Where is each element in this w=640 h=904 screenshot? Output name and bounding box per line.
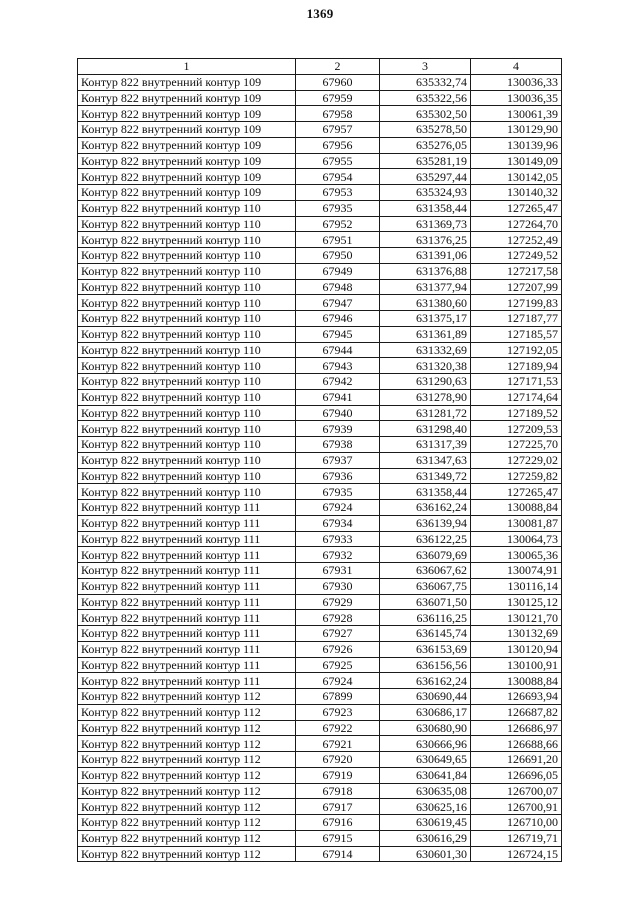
point-number-cell: 67925 xyxy=(296,657,380,673)
table-row xyxy=(78,515,562,531)
x-coordinate-cell: 630635,08 xyxy=(380,783,471,799)
y-coordinate-cell: 127265,47 xyxy=(471,200,562,216)
contour-name-cell: Контур 822 внутренний контур 110 xyxy=(78,421,296,437)
point-number-cell: 67922 xyxy=(296,720,380,736)
point-number-cell: 67934 xyxy=(296,515,380,531)
x-coordinate-cell: 631358,44 xyxy=(380,200,471,216)
x-coordinate-cell: 631377,94 xyxy=(380,279,471,295)
contour-name-cell: Контур 822 внутренний контур 112 xyxy=(78,689,296,705)
x-coordinate-cell: 630616,29 xyxy=(380,830,471,846)
table-row xyxy=(78,500,562,516)
x-coordinate-cell: 630641,84 xyxy=(380,767,471,783)
y-coordinate-cell: 126724,15 xyxy=(471,846,562,862)
column-header-1: 1 xyxy=(78,59,296,75)
y-coordinate-cell: 126688,66 xyxy=(471,736,562,752)
point-number-cell: 67932 xyxy=(296,547,380,563)
y-coordinate-cell: 126710,00 xyxy=(471,815,562,831)
contour-name-cell: Контур 822 внутренний контур 112 xyxy=(78,704,296,720)
contour-name-cell: Контур 822 внутренний контур 111 xyxy=(78,515,296,531)
y-coordinate-cell: 127259,82 xyxy=(471,468,562,484)
contour-name-cell: Контур 822 внутренний контур 110 xyxy=(78,468,296,484)
table-row xyxy=(78,531,562,547)
x-coordinate-cell: 636156,56 xyxy=(380,657,471,673)
y-coordinate-cell: 127209,53 xyxy=(471,421,562,437)
point-number-cell: 67923 xyxy=(296,704,380,720)
point-number-cell: 67919 xyxy=(296,767,380,783)
table-row xyxy=(78,468,562,484)
contour-name-cell: Контур 822 внутренний контур 112 xyxy=(78,720,296,736)
contour-name-cell: Контур 822 внутренний контур 112 xyxy=(78,815,296,831)
x-coordinate-cell: 630625,16 xyxy=(380,799,471,815)
point-number-cell: 67940 xyxy=(296,405,380,421)
point-number-cell: 67917 xyxy=(296,799,380,815)
table-header-row xyxy=(78,59,562,75)
table-row xyxy=(78,421,562,437)
point-number-cell: 67941 xyxy=(296,389,380,405)
table-row xyxy=(78,846,562,862)
x-coordinate-cell: 636071,50 xyxy=(380,594,471,610)
point-number-cell: 67960 xyxy=(296,74,380,90)
contour-name-cell: Контур 822 внутренний контур 110 xyxy=(78,295,296,311)
y-coordinate-cell: 127229,02 xyxy=(471,452,562,468)
x-coordinate-cell: 635322,56 xyxy=(380,90,471,106)
x-coordinate-cell: 636067,62 xyxy=(380,563,471,579)
y-coordinate-cell: 130061,39 xyxy=(471,106,562,122)
point-number-cell: 67942 xyxy=(296,374,380,390)
y-coordinate-cell: 127249,52 xyxy=(471,248,562,264)
x-coordinate-cell: 636145,74 xyxy=(380,626,471,642)
table-row xyxy=(78,641,562,657)
y-coordinate-cell: 127192,05 xyxy=(471,342,562,358)
point-number-cell: 67916 xyxy=(296,815,380,831)
contour-name-cell: Контур 822 внутренний контур 110 xyxy=(78,452,296,468)
table-row xyxy=(78,200,562,216)
table-row xyxy=(78,673,562,689)
point-number-cell: 67939 xyxy=(296,421,380,437)
point-number-cell: 67936 xyxy=(296,468,380,484)
table-row xyxy=(78,626,562,642)
page-number: 1369 xyxy=(306,6,334,21)
contour-name-cell: Контур 822 внутренний контур 111 xyxy=(78,578,296,594)
x-coordinate-cell: 636067,75 xyxy=(380,578,471,594)
point-number-cell: 67924 xyxy=(296,673,380,689)
contour-name-cell: Контур 822 внутренний контур 110 xyxy=(78,216,296,232)
x-coordinate-cell: 636162,24 xyxy=(380,673,471,689)
x-coordinate-cell: 631380,60 xyxy=(380,295,471,311)
table-row xyxy=(78,74,562,90)
y-coordinate-cell: 130074,91 xyxy=(471,563,562,579)
y-coordinate-cell: 127174,64 xyxy=(471,389,562,405)
y-coordinate-cell: 130139,96 xyxy=(471,137,562,153)
contour-name-cell: Контур 822 внутренний контур 110 xyxy=(78,200,296,216)
table-row xyxy=(78,752,562,768)
point-number-cell: 67951 xyxy=(296,232,380,248)
table-row xyxy=(78,704,562,720)
point-number-cell: 67945 xyxy=(296,326,380,342)
point-number-cell: 67915 xyxy=(296,830,380,846)
table-row xyxy=(78,815,562,831)
contour-name-cell: Контур 822 внутренний контур 110 xyxy=(78,232,296,248)
point-number-cell: 67959 xyxy=(296,90,380,106)
point-number-cell: 67930 xyxy=(296,578,380,594)
point-number-cell: 67955 xyxy=(296,153,380,169)
y-coordinate-cell: 130120,94 xyxy=(471,641,562,657)
point-number-cell: 67956 xyxy=(296,137,380,153)
x-coordinate-cell: 636153,69 xyxy=(380,641,471,657)
contour-name-cell: Контур 822 внутренний контур 109 xyxy=(78,153,296,169)
contour-name-cell: Контур 822 внутренний контур 111 xyxy=(78,531,296,547)
point-number-cell: 67899 xyxy=(296,689,380,705)
contour-name-cell: Контур 822 внутренний контур 109 xyxy=(78,169,296,185)
contour-name-cell: Контур 822 внутренний контур 110 xyxy=(78,263,296,279)
point-number-cell: 67921 xyxy=(296,736,380,752)
y-coordinate-cell: 127217,58 xyxy=(471,263,562,279)
point-number-cell: 67938 xyxy=(296,437,380,453)
contour-name-cell: Контур 822 внутренний контур 111 xyxy=(78,563,296,579)
y-coordinate-cell: 130132,69 xyxy=(471,626,562,642)
table-row xyxy=(78,657,562,673)
table-row xyxy=(78,279,562,295)
point-number-cell: 67947 xyxy=(296,295,380,311)
x-coordinate-cell: 636139,94 xyxy=(380,515,471,531)
x-coordinate-cell: 635302,50 xyxy=(380,106,471,122)
x-coordinate-cell: 630686,17 xyxy=(380,704,471,720)
column-header-3: 3 xyxy=(380,59,471,75)
table-row xyxy=(78,248,562,264)
column-header-4: 4 xyxy=(471,59,562,75)
point-number-cell: 67954 xyxy=(296,169,380,185)
contour-name-cell: Контур 822 внутренний контур 111 xyxy=(78,641,296,657)
point-number-cell: 67935 xyxy=(296,200,380,216)
table-row xyxy=(78,326,562,342)
contour-name-cell: Контур 822 внутренний контур 110 xyxy=(78,342,296,358)
x-coordinate-cell: 635297,44 xyxy=(380,169,471,185)
table-row xyxy=(78,578,562,594)
x-coordinate-cell: 631317,39 xyxy=(380,437,471,453)
y-coordinate-cell: 127171,53 xyxy=(471,374,562,390)
table-row xyxy=(78,153,562,169)
table-row xyxy=(78,689,562,705)
table-row xyxy=(78,767,562,783)
point-number-cell: 67944 xyxy=(296,342,380,358)
y-coordinate-cell: 130140,32 xyxy=(471,185,562,201)
x-coordinate-cell: 630601,30 xyxy=(380,846,471,862)
point-number-cell: 67948 xyxy=(296,279,380,295)
point-number-cell: 67927 xyxy=(296,626,380,642)
y-coordinate-cell: 127252,49 xyxy=(471,232,562,248)
y-coordinate-cell: 130088,84 xyxy=(471,500,562,516)
y-coordinate-cell: 126687,82 xyxy=(471,704,562,720)
x-coordinate-cell: 630690,44 xyxy=(380,689,471,705)
contour-name-cell: Контур 822 внутренний контур 112 xyxy=(78,830,296,846)
x-coordinate-cell: 631281,72 xyxy=(380,405,471,421)
contour-name-cell: Контур 822 внутренний контур 110 xyxy=(78,279,296,295)
contour-name-cell: Контур 822 внутренний контур 110 xyxy=(78,405,296,421)
contour-name-cell: Контур 822 внутренний контур 109 xyxy=(78,137,296,153)
table-row xyxy=(78,736,562,752)
table-row xyxy=(78,799,562,815)
table-body xyxy=(78,74,562,862)
contour-name-cell: Контур 822 внутренний контур 111 xyxy=(78,500,296,516)
table-row xyxy=(78,122,562,138)
point-number-cell: 67931 xyxy=(296,563,380,579)
table-row xyxy=(78,90,562,106)
point-number-cell: 67949 xyxy=(296,263,380,279)
point-number-cell: 67920 xyxy=(296,752,380,768)
point-number-cell: 67950 xyxy=(296,248,380,264)
table-row xyxy=(78,484,562,500)
x-coordinate-cell: 630649,65 xyxy=(380,752,471,768)
point-number-cell: 67914 xyxy=(296,846,380,862)
contour-name-cell: Контур 822 внутренний контур 109 xyxy=(78,90,296,106)
x-coordinate-cell: 635332,74 xyxy=(380,74,471,90)
y-coordinate-cell: 127189,94 xyxy=(471,358,562,374)
contour-name-cell: Контур 822 внутренний контур 109 xyxy=(78,106,296,122)
y-coordinate-cell: 130129,90 xyxy=(471,122,562,138)
x-coordinate-cell: 631320,38 xyxy=(380,358,471,374)
point-number-cell: 67952 xyxy=(296,216,380,232)
y-coordinate-cell: 130125,12 xyxy=(471,594,562,610)
table-row xyxy=(78,358,562,374)
point-number-cell: 67928 xyxy=(296,610,380,626)
y-coordinate-cell: 126719,71 xyxy=(471,830,562,846)
table-row xyxy=(78,830,562,846)
table-row xyxy=(78,563,562,579)
table-row xyxy=(78,720,562,736)
point-number-cell: 67958 xyxy=(296,106,380,122)
y-coordinate-cell: 130142,05 xyxy=(471,169,562,185)
table-row xyxy=(78,263,562,279)
x-coordinate-cell: 630666,96 xyxy=(380,736,471,752)
contour-name-cell: Контур 822 внутренний контур 112 xyxy=(78,752,296,768)
x-coordinate-cell: 636122,25 xyxy=(380,531,471,547)
point-number-cell: 67943 xyxy=(296,358,380,374)
x-coordinate-cell: 636162,24 xyxy=(380,500,471,516)
table-row xyxy=(78,405,562,421)
y-coordinate-cell: 130149,09 xyxy=(471,153,562,169)
y-coordinate-cell: 130088,84 xyxy=(471,673,562,689)
contour-name-cell: Контур 822 внутренний контур 109 xyxy=(78,122,296,138)
contour-name-cell: Контур 822 внутренний контур 110 xyxy=(78,389,296,405)
table-row xyxy=(78,106,562,122)
x-coordinate-cell: 630619,45 xyxy=(380,815,471,831)
y-coordinate-cell: 126691,20 xyxy=(471,752,562,768)
y-coordinate-cell: 127264,70 xyxy=(471,216,562,232)
y-coordinate-cell: 127265,47 xyxy=(471,484,562,500)
table-row xyxy=(78,452,562,468)
table-row xyxy=(78,437,562,453)
y-coordinate-cell: 127189,52 xyxy=(471,405,562,421)
x-coordinate-cell: 631332,69 xyxy=(380,342,471,358)
x-coordinate-cell: 631290,63 xyxy=(380,374,471,390)
y-coordinate-cell: 127199,83 xyxy=(471,295,562,311)
table-row xyxy=(78,216,562,232)
contour-name-cell: Контур 822 внутренний контур 111 xyxy=(78,657,296,673)
x-coordinate-cell: 631361,89 xyxy=(380,326,471,342)
y-coordinate-cell: 126700,07 xyxy=(471,783,562,799)
y-coordinate-cell: 126693,94 xyxy=(471,689,562,705)
point-number-cell: 67953 xyxy=(296,185,380,201)
x-coordinate-cell: 631376,88 xyxy=(380,263,471,279)
table-row xyxy=(78,342,562,358)
point-number-cell: 67929 xyxy=(296,594,380,610)
x-coordinate-cell: 631358,44 xyxy=(380,484,471,500)
contour-name-cell: Контур 822 внутренний контур 111 xyxy=(78,547,296,563)
table-row xyxy=(78,389,562,405)
table-row xyxy=(78,169,562,185)
contour-name-cell: Контур 822 внутренний контур 109 xyxy=(78,74,296,90)
contour-name-cell: Контур 822 внутренний контур 112 xyxy=(78,767,296,783)
contour-name-cell: Контур 822 внутренний контур 110 xyxy=(78,437,296,453)
x-coordinate-cell: 631298,40 xyxy=(380,421,471,437)
y-coordinate-cell: 130064,73 xyxy=(471,531,562,547)
point-number-cell: 67957 xyxy=(296,122,380,138)
contour-name-cell: Контур 822 внутренний контур 112 xyxy=(78,736,296,752)
x-coordinate-cell: 631347,63 xyxy=(380,452,471,468)
x-coordinate-cell: 631278,90 xyxy=(380,389,471,405)
y-coordinate-cell: 126700,91 xyxy=(471,799,562,815)
x-coordinate-cell: 631376,25 xyxy=(380,232,471,248)
table-row xyxy=(78,232,562,248)
table-row xyxy=(78,783,562,799)
x-coordinate-cell: 631349,72 xyxy=(380,468,471,484)
contour-name-cell: Контур 822 внутренний контур 110 xyxy=(78,358,296,374)
y-coordinate-cell: 130100,91 xyxy=(471,657,562,673)
y-coordinate-cell: 130081,87 xyxy=(471,515,562,531)
y-coordinate-cell: 130065,36 xyxy=(471,547,562,563)
contour-name-cell: Контур 822 внутренний контур 109 xyxy=(78,185,296,201)
table-row xyxy=(78,610,562,626)
contour-name-cell: Контур 822 внутренний контур 112 xyxy=(78,799,296,815)
contour-name-cell: Контур 822 внутренний контур 112 xyxy=(78,783,296,799)
point-number-cell: 67926 xyxy=(296,641,380,657)
contour-name-cell: Контур 822 внутренний контур 110 xyxy=(78,484,296,500)
x-coordinate-cell: 635278,50 xyxy=(380,122,471,138)
x-coordinate-cell: 635281,19 xyxy=(380,153,471,169)
x-coordinate-cell: 630680,90 xyxy=(380,720,471,736)
table-row xyxy=(78,547,562,563)
table-row xyxy=(78,185,562,201)
table-row xyxy=(78,594,562,610)
contour-name-cell: Контур 822 внутренний контур 110 xyxy=(78,326,296,342)
x-coordinate-cell: 631375,17 xyxy=(380,311,471,327)
point-number-cell: 67937 xyxy=(296,452,380,468)
y-coordinate-cell: 126686,97 xyxy=(471,720,562,736)
column-header-2: 2 xyxy=(296,59,380,75)
y-coordinate-cell: 126696,05 xyxy=(471,767,562,783)
point-number-cell: 67946 xyxy=(296,311,380,327)
coordinates-table xyxy=(77,58,562,862)
y-coordinate-cell: 127187,77 xyxy=(471,311,562,327)
table-row xyxy=(78,374,562,390)
x-coordinate-cell: 631391,06 xyxy=(380,248,471,264)
contour-name-cell: Контур 822 внутренний контур 111 xyxy=(78,610,296,626)
y-coordinate-cell: 127225,70 xyxy=(471,437,562,453)
y-coordinate-cell: 130116,14 xyxy=(471,578,562,594)
contour-name-cell: Контур 822 внутренний контур 111 xyxy=(78,673,296,689)
y-coordinate-cell: 127207,99 xyxy=(471,279,562,295)
x-coordinate-cell: 635324,93 xyxy=(380,185,471,201)
table-row xyxy=(78,137,562,153)
table-row xyxy=(78,311,562,327)
contour-name-cell: Контур 822 внутренний контур 111 xyxy=(78,626,296,642)
y-coordinate-cell: 130036,35 xyxy=(471,90,562,106)
x-coordinate-cell: 635276,05 xyxy=(380,137,471,153)
y-coordinate-cell: 127185,57 xyxy=(471,326,562,342)
contour-name-cell: Контур 822 внутренний контур 111 xyxy=(78,594,296,610)
point-number-cell: 67935 xyxy=(296,484,380,500)
x-coordinate-cell: 631369,73 xyxy=(380,216,471,232)
y-coordinate-cell: 130121,70 xyxy=(471,610,562,626)
point-number-cell: 67933 xyxy=(296,531,380,547)
table-row xyxy=(78,295,562,311)
y-coordinate-cell: 130036,33 xyxy=(471,74,562,90)
contour-name-cell: Контур 822 внутренний контур 110 xyxy=(78,248,296,264)
x-coordinate-cell: 636116,25 xyxy=(380,610,471,626)
contour-name-cell: Контур 822 внутренний контур 110 xyxy=(78,311,296,327)
contour-name-cell: Контур 822 внутренний контур 112 xyxy=(78,846,296,862)
point-number-cell: 67924 xyxy=(296,500,380,516)
point-number-cell: 67918 xyxy=(296,783,380,799)
x-coordinate-cell: 636079,69 xyxy=(380,547,471,563)
contour-name-cell: Контур 822 внутренний контур 110 xyxy=(78,374,296,390)
